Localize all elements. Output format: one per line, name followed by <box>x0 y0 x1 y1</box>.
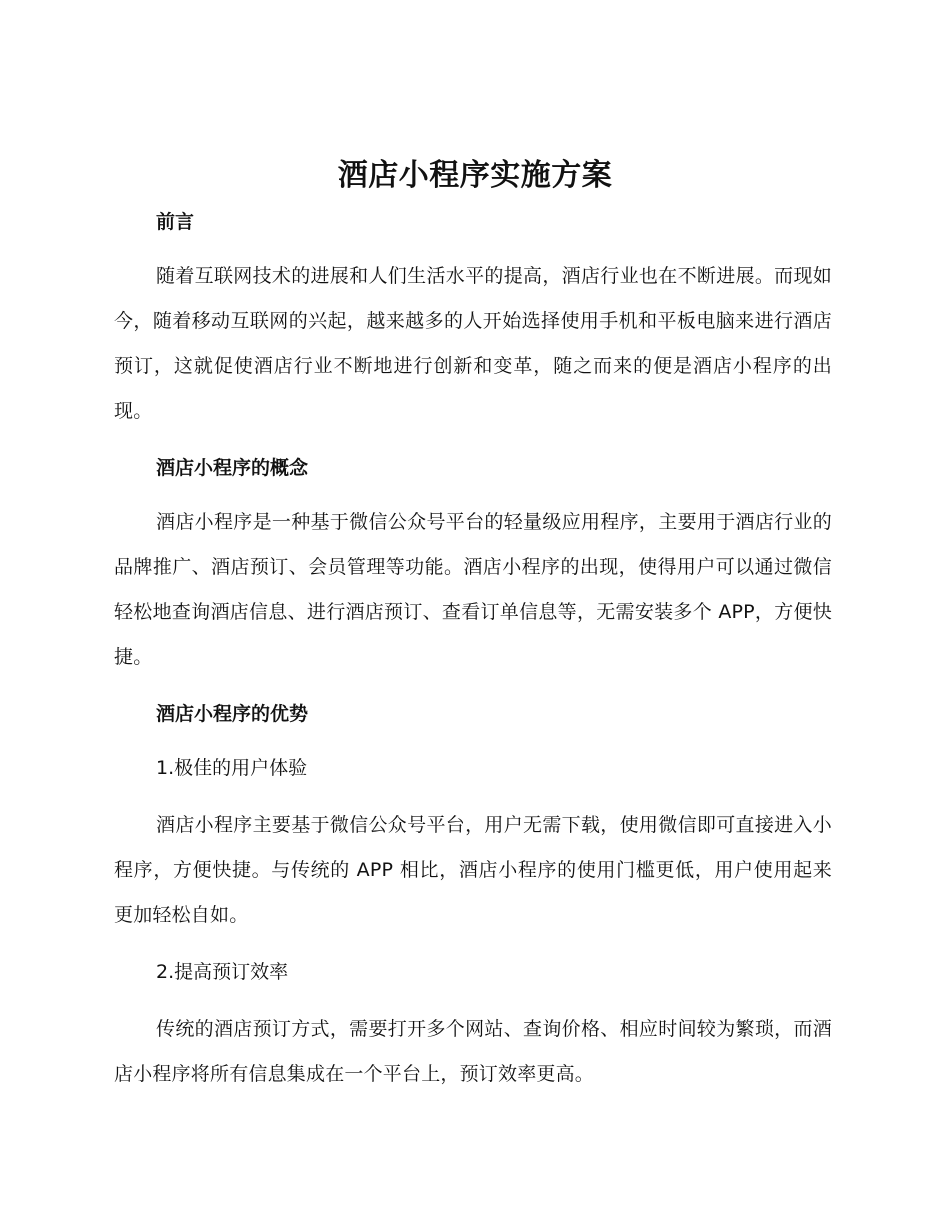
document-body <box>114 202 832 1097</box>
advantage-2-heading: 2.提高预订效率 <box>156 961 289 983</box>
spacer <box>114 488 832 500</box>
spacer <box>114 995 832 1007</box>
advantage-2-paragraph: 传统的酒店预订方式，需要打开多个网站、查询价格、相应时间较为繁琐，而酒店小程序将所有信息集成在一个平台上，预订效率更高。 <box>114 1018 832 1085</box>
spacer <box>114 791 832 803</box>
advantage-1-heading: 1.极佳的用户体验 <box>156 757 308 779</box>
advantage-1-paragraph: 酒店小程序主要基于微信公众号平台，用户无需下载，使用微信即可直接进入小程序，方便快捷。与传统的 APP 相比，酒店小程序的使用门槛更低，用户使用起来更加轻松自如。 <box>114 814 832 926</box>
spacer <box>114 734 832 746</box>
preface-paragraph: 随着互联网技术的进展和人们生活水平的提高，酒店行业也在不断进展。而现如今，随着移动互联网的兴起，越来越多的人开始选择使用手机和平板电脑来进行酒店预订，这就促使酒店行业不断地进行创新和变革，随之而来的便是酒店小程序的出现。 <box>114 265 832 422</box>
concept-paragraph: 酒店小程序是一种基于微信公众号平台的轻量级应用程序，主要用于酒店行业的品牌推广、酒店预订、会员管理等功能。酒店小程序的出现，使得用户可以通过微信轻松地查询酒店信息、进行酒店预订、查看订单信息等，无需安装多个 APP，方便快捷。 <box>114 511 832 668</box>
spacer <box>114 680 832 694</box>
spacer <box>114 242 832 254</box>
advantage-heading: 酒店小程序的优势 <box>156 703 309 725</box>
preface-heading: 前言 <box>156 211 195 233</box>
document-title: 酒店小程序实施方案 <box>337 158 613 193</box>
concept-heading: 酒店小程序的概念 <box>156 457 309 479</box>
spacer <box>114 938 832 950</box>
spacer <box>114 434 832 448</box>
